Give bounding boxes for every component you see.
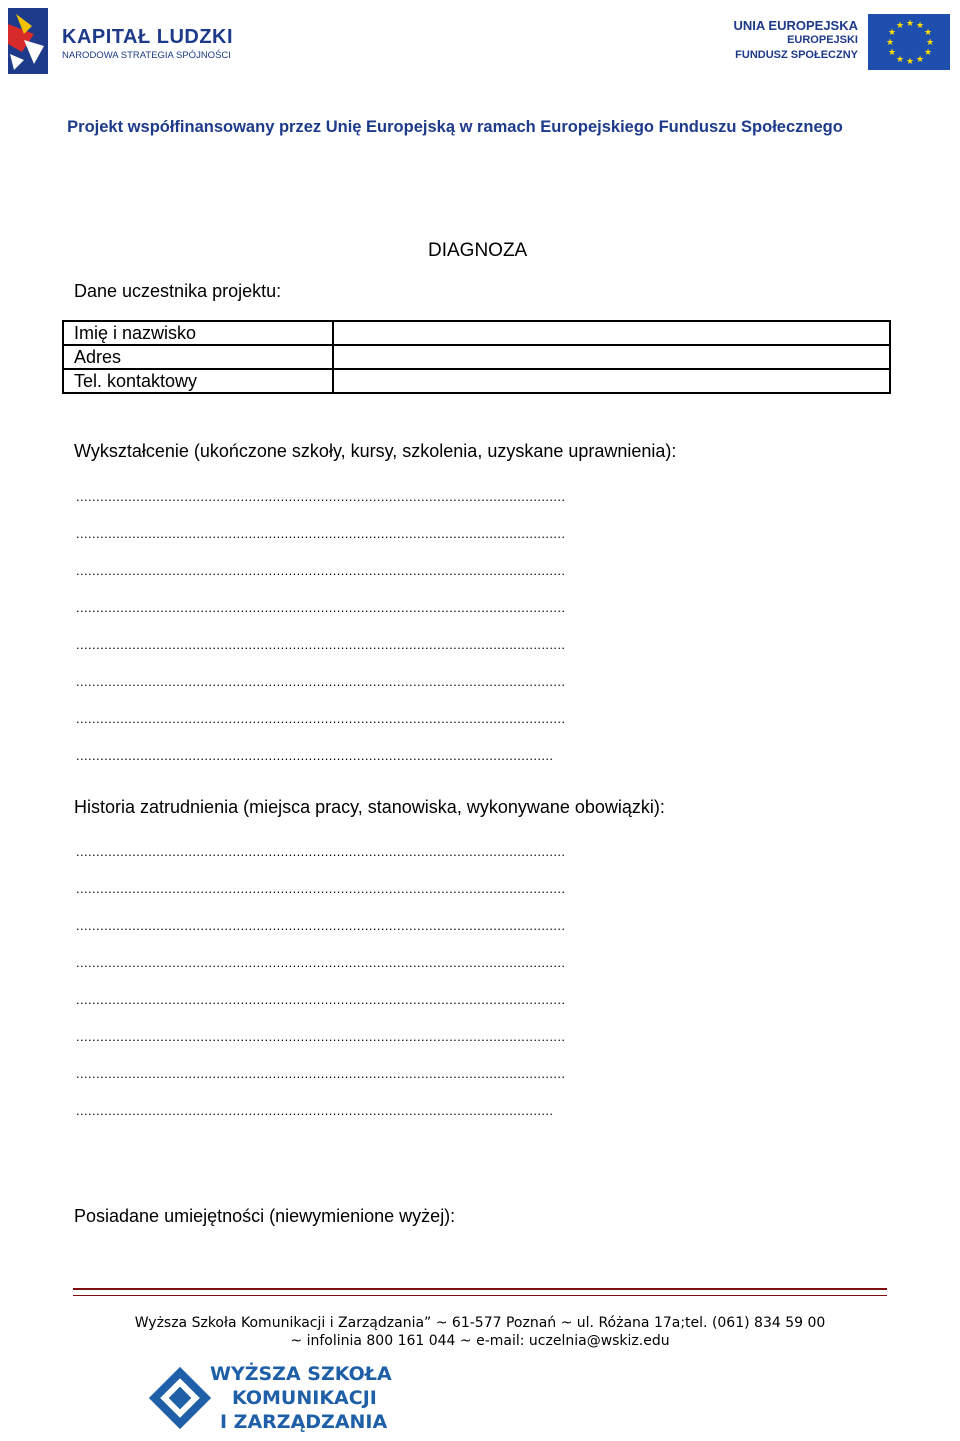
name-field[interactable] <box>333 321 890 345</box>
eu-stars-icon <box>868 14 950 70</box>
employment-line-3[interactable]: .......................................................................................................................... <box>76 919 566 933</box>
eu-line-1: UNIA EUROPEJSKA <box>733 18 858 33</box>
svg-text:★: ★ <box>888 48 897 58</box>
employment-label: Historia zatrudnienia (miejsca pracy, stanowiska, wykonywane obowiązki): <box>74 797 665 817</box>
education-line-3[interactable]: .......................................................................................................................... <box>76 564 566 578</box>
phone-field[interactable] <box>333 369 890 393</box>
employment-line-2[interactable]: .......................................................................................................................... <box>76 882 566 896</box>
employment-line-1[interactable]: .......................................................................................................................... <box>76 845 566 859</box>
wskiz-emblem-icon <box>148 1360 212 1436</box>
kapital-ludzki-title: KAPITAŁ LUDZKI <box>62 26 234 48</box>
address-label: Adres <box>63 345 333 369</box>
document-title: DIAGNOZA <box>428 240 528 261</box>
employment-line-7[interactable]: .......................................................................................................................... <box>76 1067 566 1081</box>
footer-divider <box>73 1288 887 1296</box>
eu-flag-icon <box>868 14 950 70</box>
wskiz-name-line-1: WYŻSZA SZKOŁA <box>210 1363 392 1385</box>
table-row <box>63 345 890 369</box>
education-line-2[interactable]: .......................................................................................................................... <box>76 527 566 541</box>
phone-label: Tel. kontaktowy <box>63 369 333 393</box>
wskiz-name-line-3: I ZARZĄDZANIA <box>220 1411 388 1433</box>
education-label: Wykształcenie (ukończone szkoły, kursy, szkolenia, uzyskane uprawnienia): <box>74 441 677 461</box>
wskiz-name <box>210 1362 392 1434</box>
svg-text:★: ★ <box>906 57 915 67</box>
footer-contact: ~ infolinia 800 161 044 ~ e-mail: uczelnia@wskiz.edu <box>290 1333 670 1349</box>
education-line-7[interactable]: .......................................................................................................................... <box>76 712 566 726</box>
table-row <box>63 369 890 393</box>
project-cofinancing-line: Projekt współfinansowany przez Unię Europejską w ramach Europejskiego Funduszu Społecznego <box>67 118 843 136</box>
participant-data-label: Dane uczestnika projektu: <box>74 281 282 301</box>
footer-address: Wyższa Szkoła Komunikacji i Zarządzania” ~ 61-577 Poznań ~ ul. Różana 17a;tel. (061) 834 59 00 <box>134 1315 826 1331</box>
education-line-8[interactable]: ....................................................................................................................... <box>76 749 554 763</box>
address-field[interactable] <box>333 345 890 369</box>
employment-line-5[interactable]: .......................................................................................................................... <box>76 993 566 1007</box>
eu-line-3: FUNDUSZ SPOŁECZNY <box>735 49 858 61</box>
svg-text:★: ★ <box>926 38 935 48</box>
svg-text:★: ★ <box>888 28 897 38</box>
table-row <box>63 321 890 345</box>
svg-text:★: ★ <box>896 21 905 31</box>
svg-text:★: ★ <box>886 38 895 48</box>
kapital-ludzki-emblem-icon <box>4 4 64 76</box>
education-line-1[interactable]: .......................................................................................................................... <box>76 490 566 504</box>
education-line-4[interactable]: .......................................................................................................................... <box>76 601 566 615</box>
participant-data-table <box>62 320 891 394</box>
wskiz-name-line-2: KOMUNIKACJI <box>232 1387 377 1409</box>
svg-text:★: ★ <box>916 21 925 31</box>
svg-text:★: ★ <box>924 48 933 58</box>
eu-line-2: EUROPEJSKI <box>787 34 858 46</box>
svg-text:★: ★ <box>896 55 905 65</box>
education-line-5[interactable]: .......................................................................................................................... <box>76 638 566 652</box>
svg-text:★: ★ <box>924 28 933 38</box>
skills-label: Posiadane umiejętności (niewymienione wyżej): <box>74 1206 456 1226</box>
employment-line-4[interactable]: .......................................................................................................................... <box>76 956 566 970</box>
svg-text:★: ★ <box>906 19 915 29</box>
name-label: Imię i nazwisko <box>63 321 333 345</box>
kapital-ludzki-subtitle: NARODOWA STRATEGIA SPÓJNOŚCI <box>62 50 231 61</box>
employment-line-6[interactable]: .......................................................................................................................... <box>76 1030 566 1044</box>
employment-line-8[interactable]: ....................................................................................................................... <box>76 1104 554 1118</box>
education-line-6[interactable]: .......................................................................................................................... <box>76 675 566 689</box>
eu-text-block <box>734 18 858 63</box>
svg-text:★: ★ <box>916 55 925 65</box>
